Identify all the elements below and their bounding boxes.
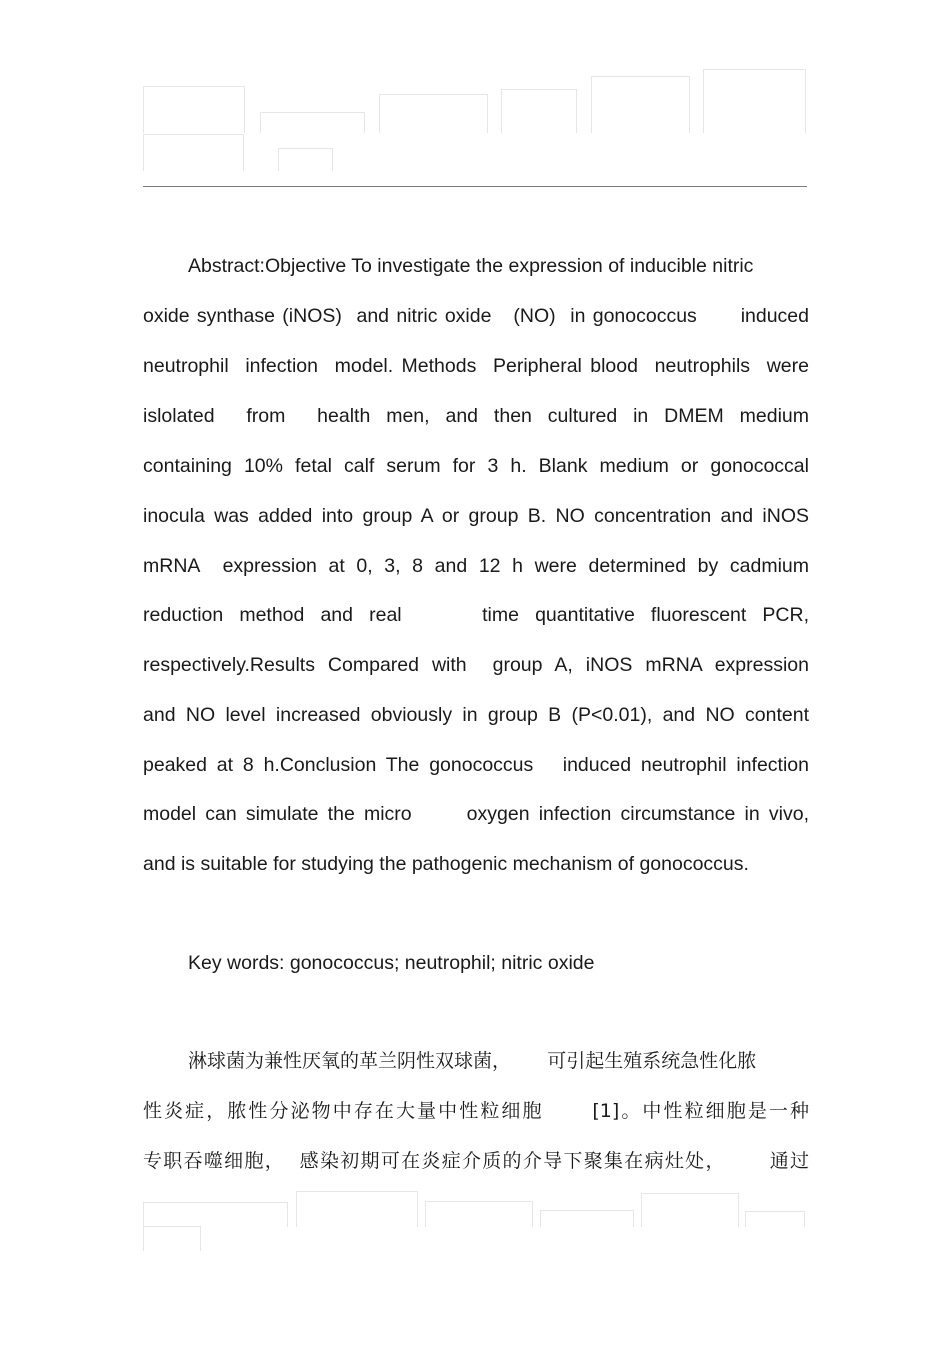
abstract-line: respectively.Results Compared with group A, iNOS mRNA expression — [143, 654, 809, 676]
abstract-line: oxide synthase (iNOS) and nitric oxide (NO) in gonococcus induced — [143, 305, 809, 327]
abstract-line: model can simulate the micro oxygen infection circumstance in vivo, — [143, 803, 809, 825]
abstract-line: and is suitable for studying the pathogenic mechanism of gonococcus. — [143, 853, 749, 875]
abstract-line: Abstract:Objective To investigate the expression of inducible nitric — [188, 255, 754, 277]
abstract-line: islolated from health men, and then cultured in DMEM medium — [143, 405, 809, 427]
body-line: 淋球菌为兼性厌氧的革兰阴性双球菌， 可引起生殖系统急性化脓 — [188, 1050, 757, 1072]
abstract-line: mRNA expression at 0, 3, 8 and 12 h were determined by cadmium — [143, 555, 809, 577]
abstract-line: neutrophil infection model. Methods Peripheral blood neutrophils were — [143, 355, 809, 377]
keywords-line: Key words: gonococcus; neutrophil; nitric oxide — [188, 952, 595, 974]
body-line: 性炎症，脓性分泌物中存在大量中性粒细胞 [1]。中性粒细胞是一种 — [143, 1100, 809, 1122]
abstract-line: reduction method and real time quantitative fluorescent PCR, — [143, 604, 809, 626]
header-rule — [143, 186, 807, 187]
abstract-line: and NO level increased obviously in group B (P<0.01), and NO content — [143, 704, 809, 726]
abstract-line: containing 10% fetal calf serum for 3 h. Blank medium or gonococcal — [143, 455, 809, 477]
abstract-line: inocula was added into group A or group B. NO concentration and iNOS — [143, 505, 809, 527]
body-line: 专职吞噬细胞， 感染初期可在炎症介质的介导下聚集在病灶处， 通过 — [143, 1150, 809, 1172]
abstract-line: peaked at 8 h.Conclusion The gonococcus induced neutrophil infection — [143, 754, 809, 776]
